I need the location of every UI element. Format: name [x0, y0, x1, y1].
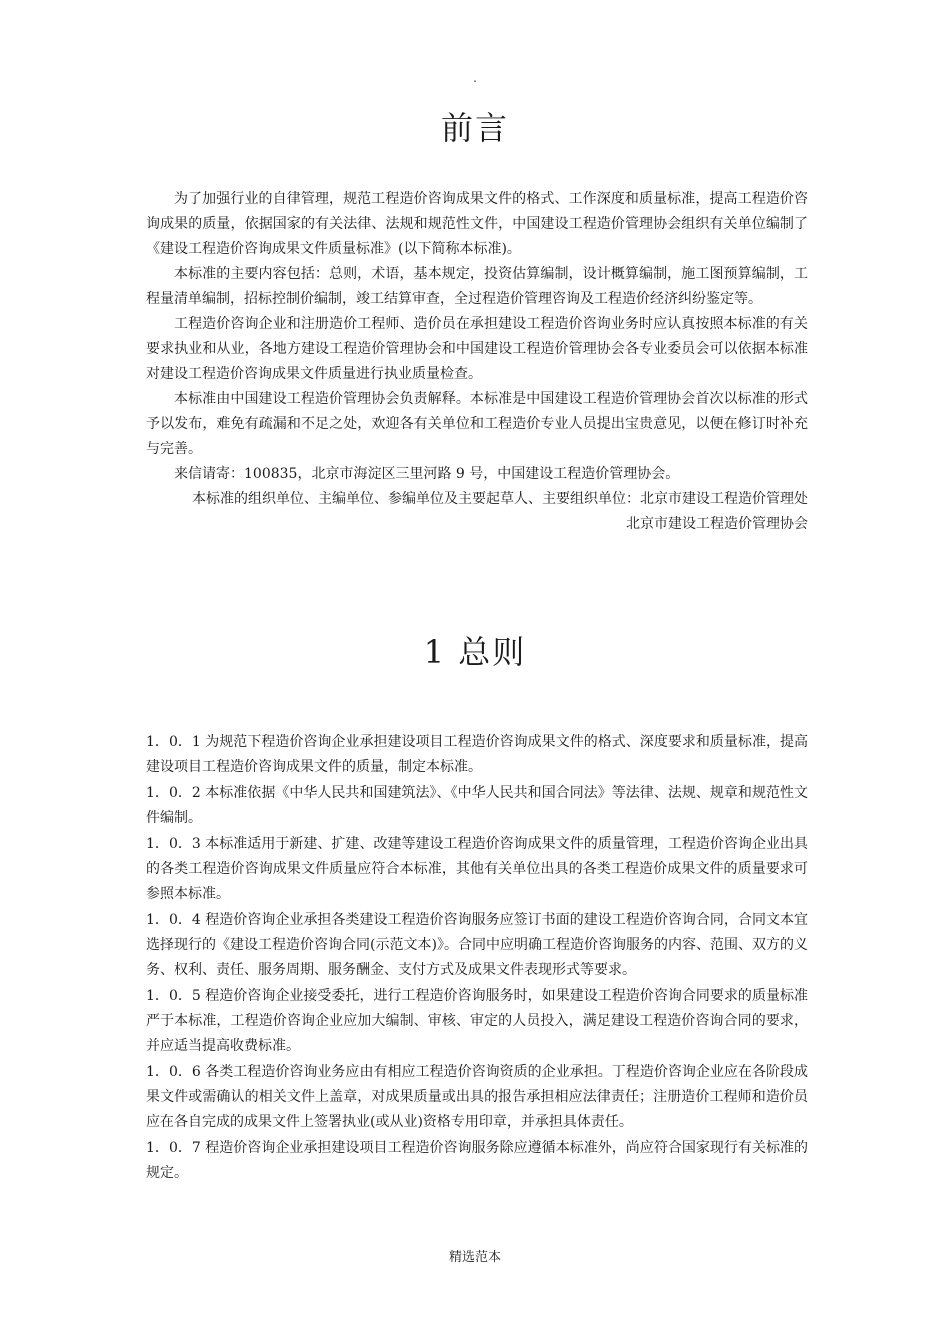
- preface-title: 前言: [440, 109, 509, 147]
- clause-1-0-4: 1．0．4 程造价咨询企业承担各类建设工程造价咨询服务应签订书面的建设工程造价咨询合同，合同文本宜选择现行的《建设工程造价咨询合同(示范文本)》。合同中应明确工程造价咨询服务的内容、范围、双方的义务、权利、责任、服务周期、服务酬金、支付方式及成果文件表现形式等要求。: [146, 912, 808, 978]
- general-provisions-section: [146, 730, 808, 1187]
- preface-paragraph-4: 本标准由中国建设工程造价管理协会负责解释。本标准是中国建设工程造价管理协会首次以标准的形式予以发布，难免有疏漏和不足之处，欢迎各有关单位和工程造价专业人员提出宝贵意见，以便在修订时补充与完善。: [146, 391, 808, 457]
- preface-org-line-2: 北京市建设工程造价管理协会: [626, 516, 808, 532]
- preface-paragraph-1: 为了加强行业的自律管理，规范工程造价咨询成果文件的格式、工作深度和质量标准，提高工程造价咨询成果的质量，依据国家的有关法律、法规和规范性文件，中国建设工程造价管理协会组织有关单位编制了《建设工程造价咨询成果文件质量标准》(以下简称本标准)。: [146, 191, 808, 257]
- page-footer: 精选范本: [448, 1250, 501, 1265]
- top-mark: .: [473, 71, 477, 85]
- clause-1-0-3: 1．0．3 本标准适用于新建、扩建、改建等建设工程造价咨询成果文件的质量管理，工程造价咨询企业出具的各类工程造价咨询成果文件质量应符合本标准，其他有关单位出具的各类工程造价成果文件的质量要求可参照本标准。: [146, 836, 808, 902]
- preface-paragraph-2: 本标准的主要内容包括：总则，术语，基本规定，投资估算编制，设计概算编制，施工图预算编制，工程量清单编制，招标控制价编制，竣工结算审查，全过程造价管理咨询及工程造价经济纠纷鉴定等。: [146, 266, 808, 307]
- preface-org-line: 本标准的组织单位、主编单位、参编单位及主要起草人、主要组织单位：北京市建设工程造价管理处: [192, 491, 808, 507]
- clause-1-0-5: 1．0．5 程造价咨询企业接受委托，进行工程造价咨询服务时，如果建设工程造价咨询合同要求的质量标准严于本标准，工程造价咨询企业应加大编制、审核、审定的人员投入，满足建设工程造价咨询合同的要求，并应适当提高收费标准。: [146, 988, 808, 1054]
- general-provisions-title: 1 总则: [423, 633, 527, 671]
- clause-1-0-7: 1．0．7 程造价咨询企业承担建设项目工程造价咨询服务除应遵循本标准外，尚应符合国家现行有关标准的规定。: [146, 1140, 808, 1181]
- clause-1-0-6: 1．0．6 各类工程造价咨询业务应由有相应工程造价咨询资质的企业承担。丁程造价咨询企业应在各阶段成果文件或需确认的相关文件上盖章，对成果质量或出具的报告承担相应法律责任；注册造价工程师和造价员应在各自完成的成果文件上签署执业(或从业)资格专用印章，并承担具体责任。: [146, 1064, 808, 1130]
- preface-paragraph-5: 来信请寄：100835，北京市海淀区三里河路 9 号，中国建设工程造价管理协会。: [174, 466, 680, 482]
- clause-1-0-2: 1．0．2 本标准依据《中华人民共和国建筑法》、《中华人民共和国合同法》等法律、法规、规章和规范性文件编制。: [146, 785, 808, 826]
- preface-paragraph-3: 工程造价咨询企业和注册造价工程师、造价员在承担建设工程造价咨询业务时应认真按照本标准的有关要求执业和从业，各地方建设工程造价管理协会和中国建设工程造价管理协会各专业委员会可以依据本标准对建设工程造价咨询成果文件质量进行执业质量检查。: [146, 316, 808, 382]
- clause-1-0-1: 1．0．1 为规范下程造价咨询企业承担建设项目工程造价咨询成果文件的格式、深度要求和质量标准，提高建设项目工程造价咨询成果文件的质量，制定本标准。: [146, 734, 808, 775]
- preface-section: [146, 187, 808, 537]
